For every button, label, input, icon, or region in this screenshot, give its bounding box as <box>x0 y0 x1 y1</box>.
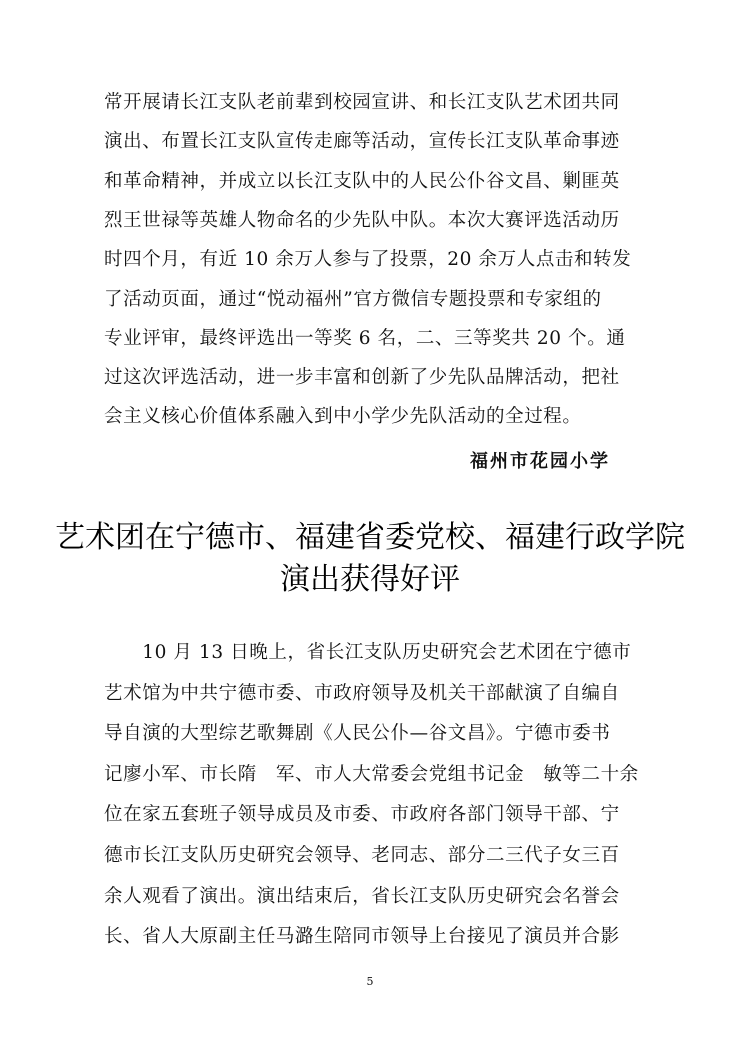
paragraph-line: 时四个月，有近 10 余万人参与了投票，20 余万人点击和转发 <box>104 249 632 270</box>
paragraph-line: 专业评审，最终评选出一等奖 6 名，二、三等奖共 20 个。通 <box>104 328 626 349</box>
article-title-line: 演出获得好评 <box>280 562 460 597</box>
paragraph-line: 导自演的大型综艺歌舞剧《人民公仆—谷文昌》。宁德市委书 <box>104 723 611 744</box>
paragraph-line: 会主义核心价值体系融入到中小学少先队活动的全过程。 <box>104 406 582 427</box>
paragraph-line: 和革命精神，并成立以长江支队中的人民公仆谷文昌、剿匪英 <box>104 171 620 192</box>
paragraph-line: 10 月 13 日晚上，省长江支队历史研究会艺术团在宁德市 <box>104 642 632 663</box>
paragraph-line: 德市长江支队历史研究会领导、老同志、部分二三代子女三百 <box>104 845 620 866</box>
paragraph-line: 余人观看了演出。演出结束后，省长江支队历史研究会名誉会 <box>104 886 620 907</box>
paragraph-line: 过这次评选活动，进一步丰富和创新了少先队品牌活动，把社 <box>104 367 620 388</box>
paragraph-line: 位在家五套班子领导成员及市委、市政府各部门领导干部、宁 <box>104 804 620 825</box>
paragraph-line: 烈王世禄等英雄人物命名的少先队中队。本次大赛评选活动历 <box>104 210 620 231</box>
paragraph-line: 长、省人大原副主任马潞生陪同市领导上台接见了演员并合影 <box>104 926 620 947</box>
paragraph-line: 演出、布置长江支队宣传走廊等活动，宣传长江支队革命事迹 <box>104 131 620 152</box>
paragraph-line: 了活动页面，通过“悦动福州”官方微信专题投票和专家组的 <box>104 289 602 310</box>
paragraph-line: 记廖小军、市长隋 军、市人大常委会党组书记金 敏等二十余 <box>104 764 639 785</box>
page-number: 5 <box>366 975 374 988</box>
paragraph-line: 常开展请长江支队老前辈到校园宣讲、和长江支队艺术团共同 <box>104 92 620 113</box>
signature: 福州市花园小学 <box>470 451 610 472</box>
paragraph-line: 艺术馆为中共宁德市委、市政府领导及机关干部献演了自编自 <box>104 683 620 704</box>
article-title-line: 艺术团在宁德市、福建省委党校、福建行政学院 <box>55 520 685 555</box>
